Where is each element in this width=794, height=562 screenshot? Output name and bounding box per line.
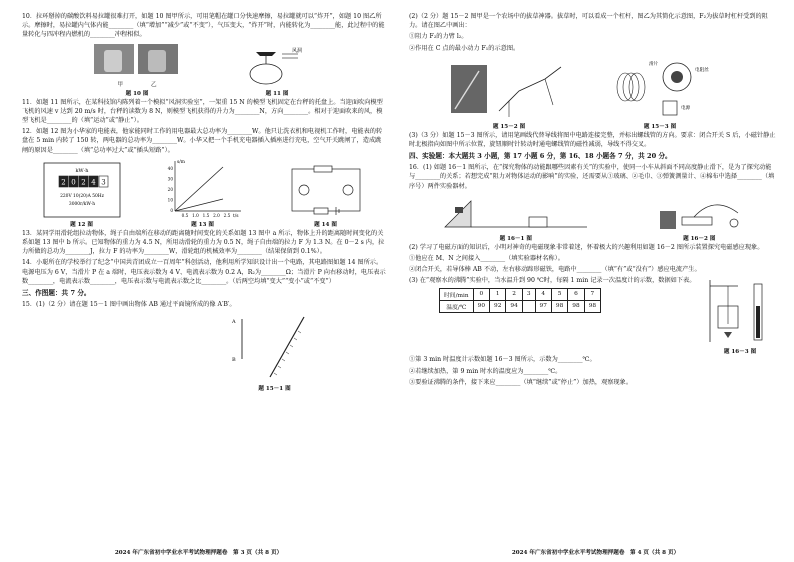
figure-14-caption: 题 14 图 (314, 221, 337, 228)
figure-16-1 (441, 193, 591, 242)
figure-15-1 (162, 311, 387, 392)
figure-10-photo (92, 42, 182, 80)
figure-13-ytick: 40 (167, 165, 173, 171)
meter-digit: 0 (70, 178, 76, 187)
meter-digits (59, 176, 108, 187)
meter-digit: 4 (90, 178, 96, 187)
section-3-heading: 三、作图题：共 7 分。 (22, 289, 91, 298)
figure-12-meter (42, 161, 122, 219)
figure-16-1-diagram (441, 193, 591, 233)
question-16-3-part1: ①第 3 min 时温度计示数如题 16－3 图所示，示数为________℃。 (409, 356, 596, 364)
meter-digit: 2 (60, 178, 66, 187)
question-13: 13．某同学用滑轮组拉动物体，绳子自由端所在移动的距离随时间变化的关系如题 13 图中 a 所示，物体上升的距离随时间变化的关系如题 13 图中 b 所示。已知物体的重力为 4.5 N，所用动滑轮的重力为 0.5 N，绳子自由端的拉力 F 为 1.3 N。在 0－2 s 内，拉力所做的总功为________J，拉力 F 的功率为________W，滑轮组的机械效率为________（结果保留到 0.1%）。 (22, 229, 385, 256)
table-cell-time: 0 (473, 288, 489, 300)
figure-13-xtick: 2.0 (212, 212, 220, 218)
figure-15-1-diagram (230, 311, 320, 383)
figure-15-3 (605, 57, 715, 130)
table-cell-temp: 98 (568, 300, 584, 312)
figure-13-line-a (175, 167, 223, 211)
question-15-2-part2: ②作用在 C 点的最小动力 F₁的示意图。 (409, 44, 520, 52)
figure-11-caption: 题 11 图 (265, 90, 289, 97)
figure-15-1-label-b: B (231, 357, 236, 364)
figure-15-2-caption: 题 15－2 图 (492, 123, 526, 130)
section-4-heading: 四、实验题：本大题共 3 小题，第 17 小题 6 分，第 16、18 小题各 7 分，共 20 分。 (409, 152, 672, 161)
figure-15-1-caption: 题 15－1 图 (258, 386, 291, 393)
figure-13-ytick: 0 (169, 207, 173, 213)
figure-15-3-caption: 题 15－3 图 (643, 123, 677, 130)
table-cell-time: 7 (584, 288, 600, 300)
figure-16-2-caption: 题 16－2 图 (683, 235, 716, 242)
table-cell-time: 3 (522, 288, 535, 300)
question-16-2-intro: (2) 学习了电磁方面的知识后，小明对神奇的电磁现象非常着迷，怀着极大的兴趣利用如题 16－2 图所示装置探究电磁感应现象。 (409, 243, 764, 251)
question-16-3-part2: ②若继续加热，第 9 min 时水的温度应为________℃。 (409, 367, 562, 375)
question-16-3: (3) 在“观察水的沸腾”实验中，当水温升到 90 ℃时，每隔 1 min 记录一次温度计的示数，数据如下表。 (409, 277, 696, 285)
meter-spec-1: 220V 10(20)A 50Hz (59, 193, 104, 199)
figure-13-xtick: 1.0 (191, 212, 199, 218)
figure-10-label-b: 乙 (151, 81, 157, 88)
figure-10 (92, 42, 182, 97)
figure-12 (42, 161, 122, 228)
right-page (397, 0, 794, 562)
figure-15-2 (449, 61, 569, 130)
figure-13-line-b (175, 199, 223, 211)
figure-16-2 (654, 193, 744, 242)
question-15: 15．(1)（2 分）请在题 15－1 图中画出物体 AB 通过平面镜所成的像 A′B′。 (22, 301, 236, 309)
meter-spec-2: 3000r/kW·h (68, 201, 95, 207)
question-12: 12．如题 12 图为小华家的电能表，他家能同时工作的用电器最大总功率为________W。他只让洗衣机和电视机工作时，电能表的转盘在 5 min 内转了 150 转，两电器的总功率为________W。小华又把一个手机充电器插入插座进行充电，空气开关跳闸了，造成跳闸的原因是________（填“总功率过大”或“插头短路”）。 (22, 128, 383, 154)
figure-13-xtick: 1.5 (202, 212, 209, 218)
figure-13-xlabel: t/s (232, 213, 238, 219)
meter-digit: 3 (100, 178, 106, 187)
figure-15-3-label-wire: 电阻丝 (695, 67, 709, 73)
table-cell-temp: 94 (506, 300, 522, 312)
figure-13-ylabel: s/m (176, 159, 185, 165)
figure-16-3 (704, 276, 776, 355)
figure-12-caption: 题 12 图 (70, 221, 93, 228)
figure-14-circuit (284, 161, 368, 219)
table-header-time: 时间/min (440, 288, 474, 300)
table-cell-time: 4 (535, 288, 551, 300)
question-16-3-part3: ③要验证沸腾的条件，接下来应________（填“继续”或“停止”）加热，观察现象。 (409, 378, 633, 386)
figure-16-3-diagram (704, 276, 776, 346)
temperature-table (439, 288, 601, 313)
table-cell-temp: 90 (473, 300, 489, 312)
figure-11-diagram (242, 44, 312, 88)
table-cell-time: 6 (568, 288, 584, 300)
figure-11 (242, 44, 312, 97)
figure-13-graph (161, 157, 245, 219)
figure-16-2-diagram (654, 193, 744, 233)
table-cell-temp: 97 (535, 300, 551, 312)
question-14: 14．小聪所在的学校举行了纪念“中国共青团成立一百周年”科创活动，他利用所学知识设计出一个电路，其电路图如题 14 图所示。电源电压为 6 V，当滑片 P 在 a 端时，电压表示数为 4 V、电流表示数为 0.2 A，R₂为________Ω；当滑片 P 向右移动时，电压表示数________，电流表示数________，电压表示数与电流表示数之比________。（后两空均填“变大”“变小”或“不变”） (22, 259, 386, 285)
left-page-footer: 2024 年广东省初中学业水平考试物理押题卷 第 3 页（共 8 页） (114, 550, 283, 556)
question-16-1: 16．(1) 如题 16－1 图所示，在“探究物体的动能跟哪些因素有关”的实验中，使同一小车从斜面不同高度静止滑下，是为了探究动能与________的关系；若想完成“阻力对物体运动的影响”的实验，还需要从①玻璃、②毛巾、③弹簧测量计、④棉布中选择________（填序号）两件实验器材。 (409, 164, 775, 190)
figure-13-xtick: 2.5 (223, 212, 230, 218)
table-cell-temp: 98 (584, 300, 600, 312)
table-cell-time: 1 (490, 288, 506, 300)
table-cell-temp (522, 300, 535, 312)
figure-14 (284, 161, 368, 228)
figure-16-3-caption: 题 16－3 图 (723, 349, 757, 356)
meter-unit: kW·h (75, 167, 88, 174)
table-cell-temp: 98 (551, 300, 567, 312)
figure-10-label-a: 甲 (117, 81, 123, 88)
figure-15-2-diagram (449, 61, 569, 121)
figure-13-xtick: 0.5 (181, 212, 188, 218)
figure-13-ytick: 10 (167, 197, 173, 203)
figure-15-1-label-a: A (231, 319, 236, 326)
figure-15-3-diagram (605, 57, 715, 121)
figure-13-caption: 题 13 图 (191, 221, 214, 228)
table-header-temp: 温度/℃ (440, 300, 474, 312)
figure-11-label: 风洞 (292, 47, 303, 54)
meter-digit: 2 (80, 178, 86, 187)
figure-15-3-label-slider: 滑片 (649, 61, 659, 67)
right-page-footer: 2024 年广东省初中学业水平考试物理押题卷 第 4 页（共 8 页） (511, 550, 680, 556)
figure-13-ytick: 20 (167, 186, 173, 192)
question-10: 10．拉环掰掉的碳酸饮料易拉罐很难打开，如题 10 图甲所示，可用笔帽在罐口分快速摩擦，易拉罐就可以“炸开”，如题 10 图乙所示。摩擦时，易拉罐内气体内能________（填“增加”“减少”或“不变”），气压变大，“炸开”时，内能转化为________能，此过程中的能量转化与四冲程内燃机的________冲程相似。 (22, 13, 385, 39)
question-16-2-part1: ①他应在 M、N 之间接入________（填实验器材名称）。 (409, 255, 564, 263)
table-cell-time: 5 (551, 288, 567, 300)
figure-13-ytick: 30 (167, 176, 173, 182)
figure-15-3-label-source: 电源 (681, 105, 691, 111)
table-cell-time: 2 (506, 288, 522, 300)
table-cell-temp: 92 (490, 300, 506, 312)
question-11: 11．如题 11 图所示，在某科技馆内陈列着一个模拟“风洞实验室”，一架重 15 N 的模型飞机固定在台秤的托盘上。当迎面吹向模型飞机的风速 v 达到 20 m/s 时，台秤的读数为 8 N，则模型飞机获得的升力为________N，方向________。相对于迎面吹来的风，模型飞机是________的（填“运动”或“静止”）。 (22, 98, 383, 125)
figure-16-1-caption: 题 16－1 图 (499, 235, 532, 242)
question-15-2-part1: ①阻力 F₂的力臂 l₂。 (409, 33, 468, 41)
question-15-3: (3)（3 分）如题 15－3 图所示，请用笔画线代替导线将图中电路连接完整，并标出螺线管的方向。要求：闭合开关 S 后，小磁针静止时北极指向如图中所示位置，旋钮顺时针转动时通电螺线管的磁性减弱，导线不得交叉。 (409, 131, 776, 149)
figure-13 (161, 157, 245, 228)
question-16-2-part2: ②闭合开关，若导体棒 AB 不动，左右移动蹄形磁铁，电路中________（填“有”或“没有”）感应电流产生。 (409, 266, 701, 274)
figure-10-caption: 题 10 图 (125, 90, 149, 97)
question-15-2-intro: (2)（2 分）题 15－2 图甲是一个农场中的拔草神器。拔草时，可以看成一个杠杆，图乙为其简化示意图，F₂为拔草时杠杆受到的阻力。请在图乙中画出： (409, 13, 768, 30)
